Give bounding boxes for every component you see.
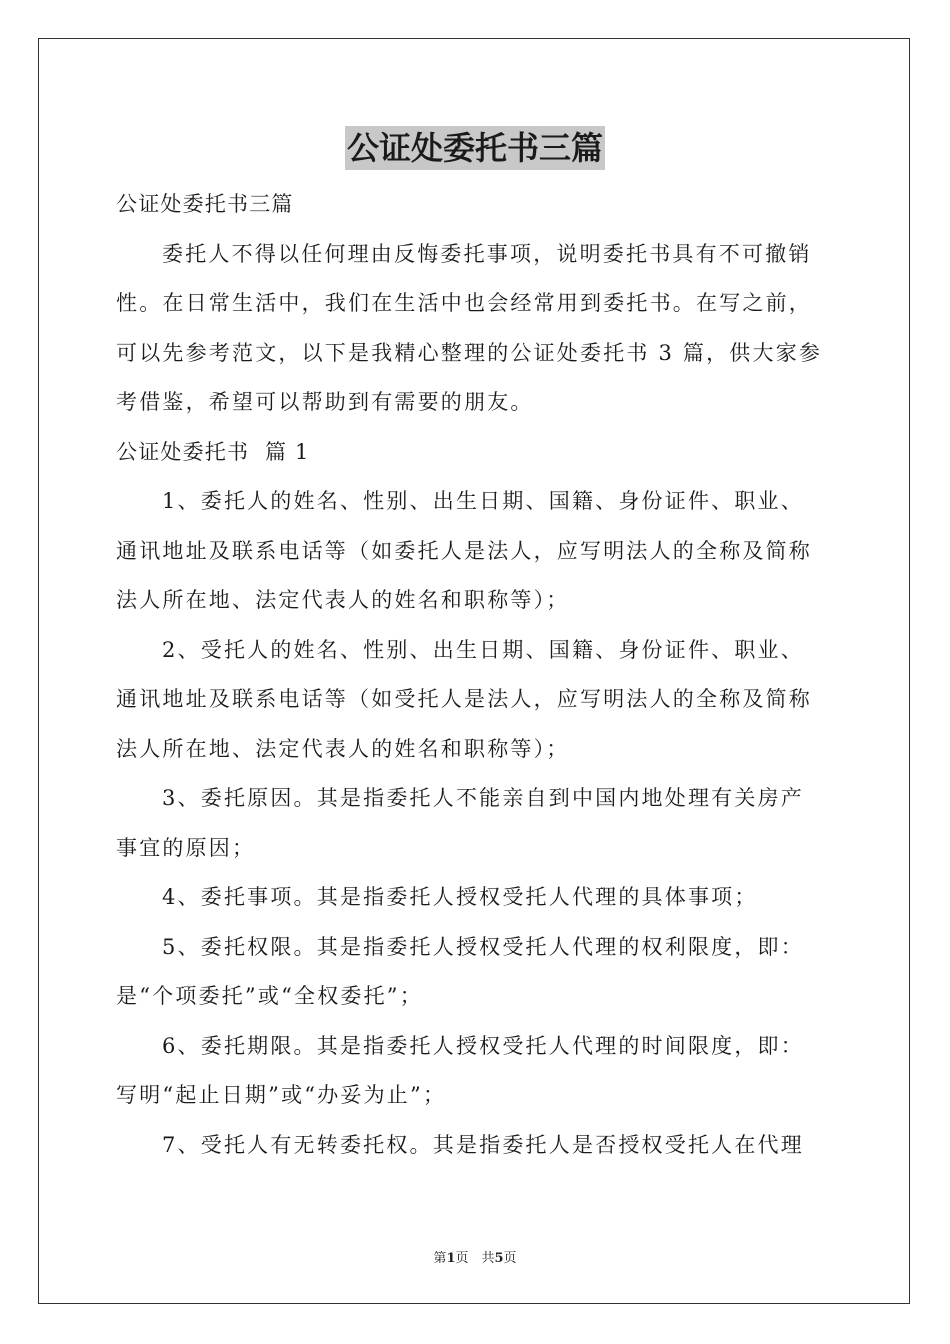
- page-footer: [0, 1247, 950, 1266]
- footer-middle: 页 共: [455, 1251, 495, 1266]
- item-6-line: 6、委托期限。其是指委托人授权受托人代理的时间限度，即：: [162, 1033, 804, 1058]
- item-3-line: 3、委托原因。其是指委托人不能亲自到中国内地处理有关房产: [162, 786, 804, 810]
- intro-line: 可以先参考范文，以下是我精心整理的公证处委托书 3 篇，供大家参: [116, 340, 823, 365]
- item-1-line: 1、委托人的姓名、性别、出生日期、国籍、身份证件、职业、: [162, 489, 804, 513]
- footer-prefix: 第: [433, 1251, 447, 1266]
- item-7-line: 7、受托人有无转委托权。其是指委托人是否授权受托人在代理: [162, 1132, 804, 1157]
- intro-line: 考借鉴，希望可以帮助到有需要的朋友。: [116, 390, 534, 414]
- item-1-line: 通讯地址及联系电话等（如委托人是法人，应写明法人的全称及简称: [116, 538, 812, 563]
- item-2-line: 法人所在地、法定代表人的姓名和职称等）；: [116, 736, 570, 761]
- document-title: 公证处委托书三篇: [345, 126, 605, 170]
- footer-total-pages: 5: [494, 1251, 504, 1266]
- intro-line: 委托人不得以任何理由反悔委托事项，说明委托书具有不可撤销: [162, 241, 812, 266]
- item-5-line: 是“个项委托”或“全权委托”；: [116, 984, 423, 1008]
- item-4-line: 4、委托事项。其是指委托人授权受托人代理的具体事项；: [162, 885, 758, 909]
- footer-suffix: 页: [503, 1251, 517, 1266]
- item-1-line: 法人所在地、法定代表人的姓名和职称等）；: [116, 588, 570, 612]
- document-body: [116, 180, 836, 1170]
- item-2-line: 2、受托人的姓名、性别、出生日期、国籍、身份证件、职业、: [162, 637, 804, 662]
- intro-line: 性。在日常生活中，我们在生活中也会经常用到委托书。在写之前，: [116, 291, 812, 315]
- title-container: [0, 126, 950, 170]
- item-5-line: 5、委托权限。其是指委托人授权受托人代理的权利限度，即：: [162, 934, 804, 959]
- item-6-line: 写明“起止日期”或“办妥为止”；: [116, 1083, 447, 1107]
- item-3-line: 事宜的原因；: [116, 835, 256, 860]
- section-heading: 公证处委托书 篇 1: [116, 439, 310, 464]
- item-2-line: 通讯地址及联系电话等（如受托人是法人，应写明法人的全称及简称: [116, 687, 812, 711]
- footer-current-page: 1: [446, 1251, 456, 1266]
- subheading: 公证处委托书三篇: [116, 192, 294, 216]
